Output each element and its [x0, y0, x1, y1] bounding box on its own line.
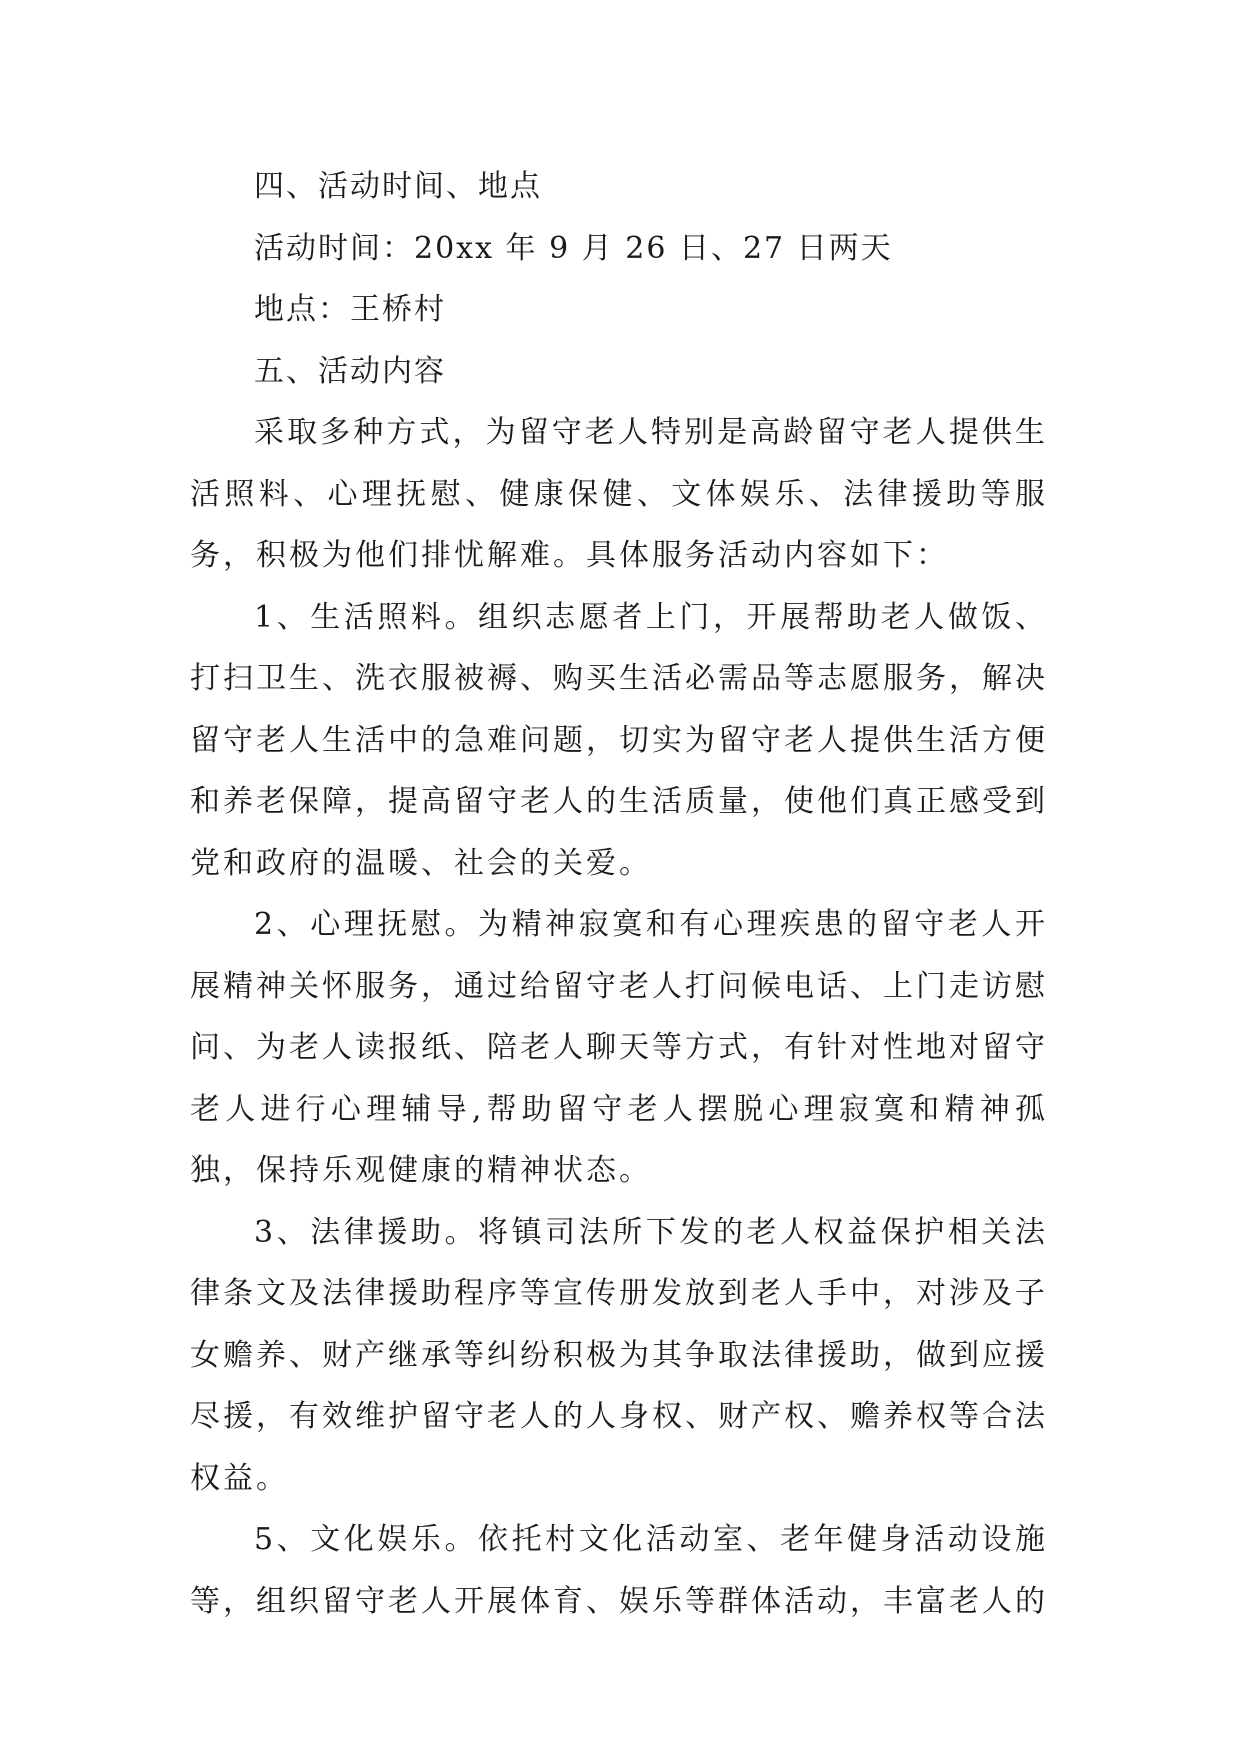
section-heading-time-place: 四、活动时间、地点: [254, 169, 542, 204]
section-heading-content: 五、活动内容: [254, 353, 446, 389]
document-page: [190, 156, 1048, 1632]
location-line: 地点：王桥村: [254, 292, 446, 327]
activity-time-line: 活动时间：20xx 年 9 月 26 日、27 日两天: [254, 230, 893, 266]
paragraph-culture-entertainment: 5、文化娱乐。依托村文化活动室、老年健身活动设施等，组织留守老人开展体育、娱乐等群体活动，丰富老人的: [190, 1522, 1048, 1619]
paragraph-life-care: 1、生活照料。组织志愿者上门，开展帮助老人做饭、打扫卫生、洗衣服被褥、购买生活必需品等志愿服务，解决留守老人生活中的急难问题，切实为留守老人提供生活方便和养老保障，提高留守老人的生活质量，使他们真正感受到党和政府的温暖、社会的关爱。: [190, 599, 1048, 881]
paragraph-psychological-comfort: 2、心理抚慰。为精神寂寞和有心理疾患的留守老人开展精神关怀服务，通过给留守老人打问候电话、上门走访慰问、为老人读报纸、陪老人聊天等方式，有针对性地对留守老人进行心理辅导,帮助留守老人摆脱心理寂寞和精神孤独，保持乐观健康的精神状态。: [190, 907, 1048, 1188]
paragraph-intro: 采取多种方式，为留守老人特别是高龄留守老人提供生活照料、心理抚慰、健康保健、文体娱乐、法律援助等服务，积极为他们排忧解难。具体服务活动内容如下：: [190, 415, 1048, 573]
paragraph-legal-aid: 3、法律援助。将镇司法所下发的老人权益保护相关法律条文及法律援助程序等宣传册发放到老人手中，对涉及子女赡养、财产继承等纠纷积极为其争取法律援助，做到应援尽援，有效维护留守老人的人身权、财产权、赡养权等合法权益。: [190, 1214, 1048, 1496]
